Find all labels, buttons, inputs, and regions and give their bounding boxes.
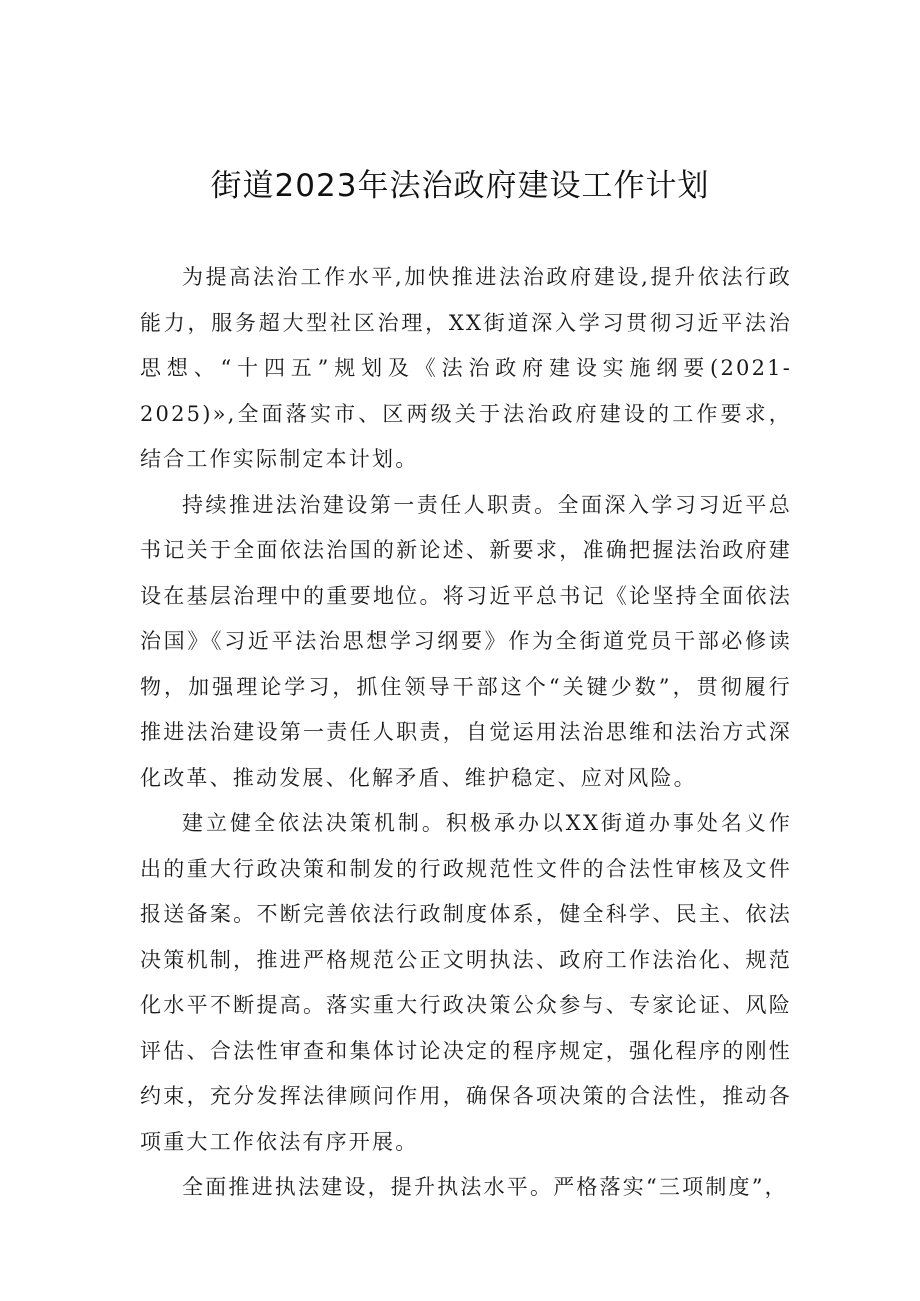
paragraph-responsibility: 持续推进法治建设第一责任人职责。全面深入学习习近平总书记关于全面依法治国的新论述、新要求，准确把握法治政府建设在基层治理中的重要地位。将习近平总书记《论坚持全面依法治国》《习近平法治思想学习纲要》作为全街道党员干部必修读物，加强理论学习，抓住领导干部这个“关键少数”，贯彻履行推进法治建设第一责任人职责，自觉运用法治思维和法治方式深化改革、推动发展、化解矛盾、维护稳定、应对风险。 bbox=[140, 492, 792, 790]
document-title: 街道2023年法治政府建设工作计划 bbox=[210, 168, 710, 204]
paragraph-intro: 为提高法治工作水平,加快推进法治政府建设,提升依法行政能力，服务超大型社区治理，XX街道深入学习贯彻习近平法治思想、“十四五”规划及《法治政府建设实施纲要(2021-2025)»,全面落实市、区两级关于法治政府建设的工作要求，结合工作实际制定本计划。 bbox=[140, 265, 792, 471]
paragraph-law-enforcement: 全面推进执法建设，提升执法水平。严格落实“三项制度”， bbox=[182, 1175, 788, 1199]
document-body bbox=[140, 255, 792, 1211]
paragraph-decision-making: 建立健全依法决策机制。积极承办以XX街道办事处名义作出的重大行政决策和制发的行政规范性文件的合法性审核及文件报送备案。不断完善依法行政制度体系，健全科学、民主、依法决策机制，推进严格规范公正文明执法、政府工作法治化、规范化水平不断提高。落实重大行政决策公众参与、专家论证、风险评估、合法性审查和集体讨论决定的程序规定，强化程序的刚性约束，充分发挥法律顾问作用，确保各项决策的合法性，推动各项重大工作依法有序开展。 bbox=[140, 811, 792, 1154]
